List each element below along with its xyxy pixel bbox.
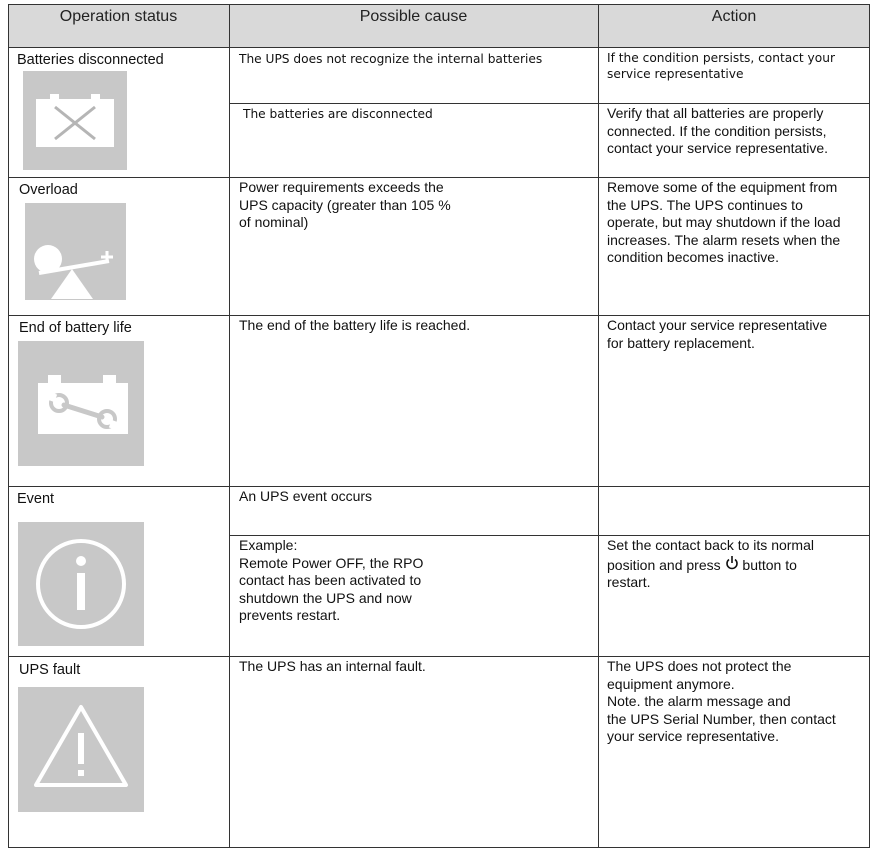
info-icon — [18, 522, 144, 646]
cause-line: The end of the battery life is reached. — [239, 317, 471, 333]
action-cell — [607, 179, 865, 267]
battery-wrench-icon — [18, 341, 144, 466]
row-divider — [8, 315, 870, 316]
action-line: your service representative. — [607, 728, 779, 744]
status-label: Event — [17, 491, 55, 507]
header-action: Action — [711, 8, 757, 25]
cause-line: The UPS has an internal fault. — [239, 658, 426, 674]
header-cause: Possible cause — [359, 8, 468, 25]
cause-line: Example: — [239, 537, 298, 553]
row-divider — [8, 486, 870, 487]
cause-line: prevents restart. — [239, 607, 341, 623]
status-label: Overload — [19, 182, 78, 198]
cause-line: UPS capacity (greater than 105 % — [239, 196, 451, 213]
action-cell — [607, 105, 865, 158]
action-line: operate, but may shutdown if the load — [607, 214, 841, 230]
column-divider — [598, 4, 599, 848]
overload-icon — [25, 203, 126, 300]
cause-cell — [239, 488, 591, 506]
cause-line: Power requirements exceeds the — [239, 179, 444, 195]
action-line: the UPS Serial Number, then contact — [607, 710, 836, 727]
status-label: UPS fault — [19, 662, 81, 678]
cause-line: of nominal) — [239, 214, 309, 230]
cause-line: An UPS event occurs — [239, 488, 373, 504]
header-divider — [8, 47, 870, 48]
action-line: for battery replacement. — [607, 334, 755, 351]
cause-line: Remote Power OFF, the RPO — [239, 554, 424, 571]
action-line: The UPS does not protect the — [607, 658, 792, 674]
action-cell — [607, 50, 865, 82]
cause-line: The batteries are disconnected — [243, 107, 433, 121]
table-border-right — [869, 4, 870, 848]
row-sub-divider — [229, 535, 870, 536]
cause-line: The UPS does not recognize the internal batteries — [239, 52, 543, 66]
action-line: Set the contact back to its normal — [607, 537, 814, 553]
action-line: Remove some of the equipment from — [607, 179, 838, 195]
action-line: the UPS. The UPS continues to — [607, 196, 803, 213]
action-cell — [607, 317, 865, 352]
row-divider — [8, 177, 870, 178]
status-label: End of battery life — [19, 320, 132, 336]
action-line: Note. the alarm message and — [607, 693, 791, 709]
action-line: contact your service representative. — [607, 140, 828, 156]
cause-cell — [239, 658, 591, 676]
action-text: position and press — [607, 556, 721, 573]
table-border-bottom — [8, 847, 870, 848]
cause-cell — [239, 179, 591, 232]
action-line: If the condition persists, contact your — [607, 51, 835, 65]
action-cell — [607, 537, 865, 592]
row-divider — [8, 656, 870, 657]
action-line: connected. If the condition persists, — [607, 122, 827, 139]
row-sub-divider — [229, 103, 870, 104]
header-status: Operation status — [59, 8, 178, 25]
cause-cell — [243, 106, 593, 122]
action-line: condition becomes inactive. — [607, 249, 779, 265]
action-line: service representative — [607, 67, 744, 81]
cause-cell — [239, 317, 591, 335]
action-line: Contact your service representative — [607, 317, 828, 333]
action-cell — [607, 658, 865, 746]
cause-line: shutdown the UPS and now — [239, 589, 412, 606]
table-border-left — [8, 4, 9, 848]
status-label: Batteries disconnected — [17, 52, 164, 68]
cause-line: contact has been activated to — [239, 572, 422, 588]
action-text: button to — [742, 556, 797, 573]
warning-icon — [18, 687, 144, 812]
table-border-top — [8, 4, 870, 5]
cause-cell — [239, 537, 591, 625]
cause-cell — [239, 51, 591, 67]
action-line: Verify that all batteries are properly — [607, 105, 824, 121]
power-icon — [725, 555, 739, 571]
action-line: equipment anymore. — [607, 675, 735, 692]
action-line: increases. The alarm resets when the — [607, 231, 841, 248]
action-line: restart. — [607, 574, 651, 590]
column-divider — [229, 4, 230, 848]
action-line-with-icon — [607, 555, 865, 575]
battery-disconnected-icon — [23, 71, 127, 170]
